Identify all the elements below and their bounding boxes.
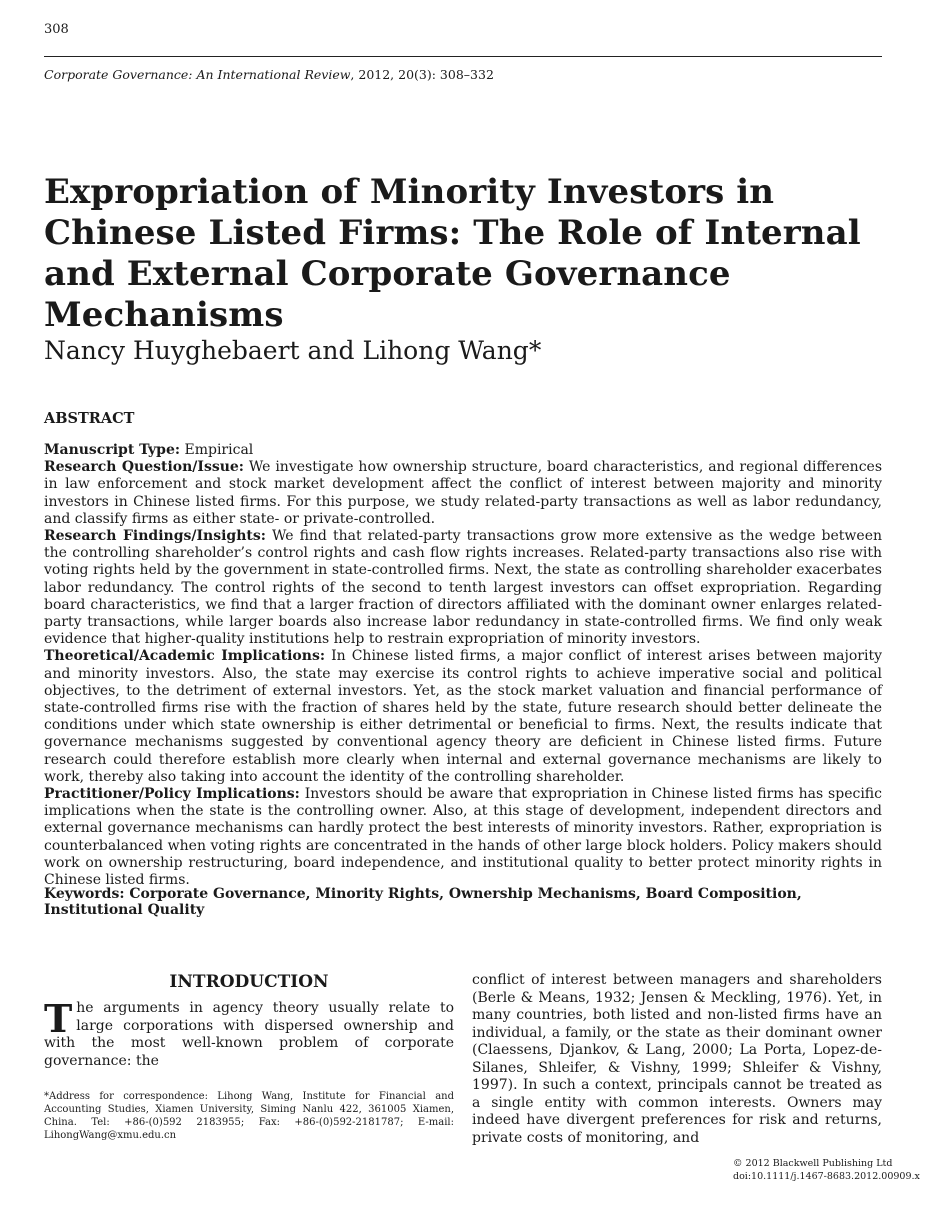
introduction-text-left: he arguments in agency theory usually relate to large corporations with dispersed ownership and with the most well-known problem of corporate governance: the	[44, 1000, 454, 1069]
abstract-research-question	[44, 459, 882, 528]
copyright-notice	[733, 1158, 920, 1183]
abstract-body	[44, 442, 882, 889]
abstract-heading: ABSTRACT	[44, 410, 135, 427]
journal-details: , 2012, 20(3): 308–332	[350, 67, 494, 82]
correspondence-footnote: *Address for correspondence: Lihong Wang, Institute for Financial and Accounting Studies, Xiamen University, Siming Nanlu 422, 361005 Xiamen, China. Tel: +86-(0)592 2183955; Fax: +86-(0)592-2181787; E-mail: LihongWang@xmu.edu.cn	[44, 1091, 454, 1141]
drop-cap: T	[44, 996, 73, 1041]
abstract-practitioner-implications	[44, 786, 882, 889]
introduction-paragraph	[44, 996, 454, 1070]
journal-name: Corporate Governance: An International Review	[44, 67, 351, 82]
copyright-line: © 2012 Blackwell Publishing Ltd	[733, 1158, 893, 1169]
section-label: Research Question/Issue:	[44, 459, 244, 476]
section-text: Empirical	[180, 442, 254, 458]
section-text: We find that related-party transactions grow more extensive as the wedge between the controlling shareholder’s control rights and cash flow rights increases. Related-party transactions also rise with voting rights held by the government in state-controlled firms. Next, the state as controlling shareholder exacerbates labor redundancy. The control rights of the second to tenth largest investors can offset expropriation. Regarding board characteristics, we find that a larger fraction of directors affiliated with the dominant owner enlarges related-party transactions, while larger boards also increase labor redundancy in state-controlled firms. We find only weak evidence that higher-quality institutions help to restrain expropriation of minority investors.	[44, 528, 882, 648]
abstract-research-findings	[44, 528, 882, 648]
section-text: In Chinese listed firms, a major conflict of interest arises between majority and minority investors. Also, the state may exercise its control rights to achieve imperative social and political objectives, to the detriment of external investors. Yet, as the stock market valuation and financial performance of state-controlled firms rise with the fraction of shares held by the state, future research should better delineate the conditions under which state ownership is either detrimental or beneficial to firms. Next, the results indicate that governance mechanisms suggested by conventional agency theory are deficient in Chinese listed firms. Future research could therefore establish more clearly when internal and external governance mechanisms are likely to work, thereby also taking into account the identity of the controlling shareholder.	[44, 648, 882, 785]
section-label: Research Findings/Insights:	[44, 528, 266, 545]
section-label: Manuscript Type:	[44, 442, 181, 458]
article-title: Expropriation of Minority Investors in Chinese Listed Firms: The Role of Internal and External Corporate Governance Mechanisms	[44, 172, 861, 335]
journal-citation	[44, 67, 494, 82]
doi-line: doi:10.1111/j.1467-8683.2012.00909.x	[733, 1170, 920, 1182]
introduction-left-column	[44, 972, 454, 1070]
page-number: 308	[44, 22, 69, 37]
introduction-text-right: conflict of interest between managers and shareholders (Berle & Means, 1932; Jensen & Meckling, 1976). Yet, in many countries, both listed and non-listed firms have an individual, a family, or the state as their dominant owner (Claessens, Djankov, & Lang, 2000; La Porta, Lopez-de-Silanes, Shleifer, & Vishny, 1999; Shleifer & Vishny, 1997). In such a context, principals cannot be treated as a single entity with common interests. Owners may indeed have divergent preferences for risk and returns, private costs of monitoring, and	[472, 972, 882, 1146]
section-label: Practitioner/Policy Implications:	[44, 786, 300, 803]
abstract-theoretical-implications	[44, 648, 882, 786]
section-text: We investigate how ownership structure, board characteristics, and regional differences in law enforcement and stock market development affect the conflict of interest between majority and minority investors in Chinese listed firms. For this purpose, we study related-party transactions as well as labor redundancy, and classify firms as either state- or private-controlled.	[44, 459, 883, 527]
introduction-heading: INTRODUCTION	[169, 972, 329, 992]
abstract-manuscript-type	[44, 442, 882, 459]
header-rule	[44, 56, 882, 57]
keywords: Keywords: Corporate Governance, Minority Rights, Ownership Mechanisms, Board Composition, Institutional Quality	[44, 886, 802, 918]
section-text: Investors should be aware that expropriation in Chinese listed firms has specific implications when the state is the controlling owner. Also, at this stage of development, independent directors and external governance mechanisms can hardly protect the best interests of minority investors. Rather, expropriation is counterbalanced when voting rights are concentrated in the hands of other large block holders. Policy makers should work on ownership restructuring, board independence, and institutional quality to better protect minority rights in Chinese listed firms.	[44, 786, 882, 889]
section-label: Theoretical/Academic Implications:	[44, 648, 325, 665]
article-authors: Nancy Huyghebaert and Lihong Wang*	[44, 336, 542, 365]
introduction-right-column	[472, 972, 882, 1147]
